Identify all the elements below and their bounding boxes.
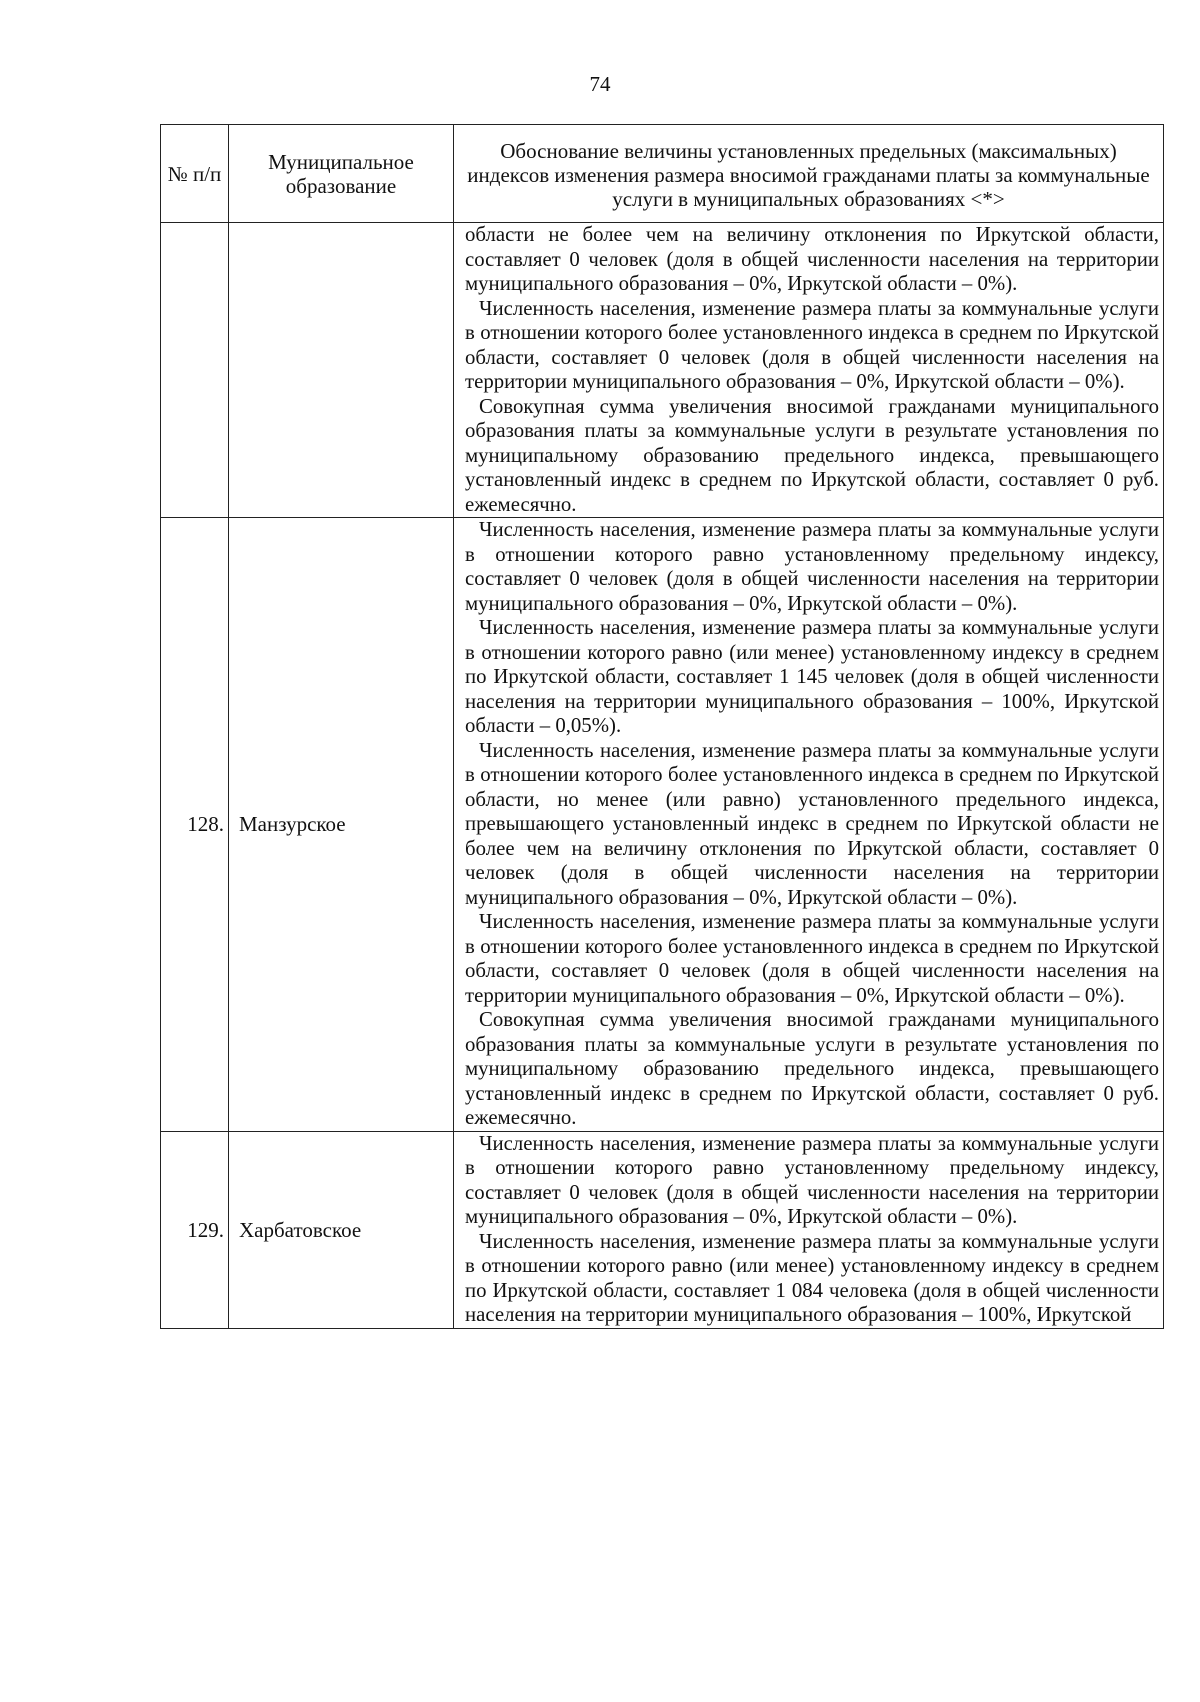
paragraph: Численность населения, изменение размера платы за коммунальные услуги в отношении которого равно (или менее) установленному индексу в среднем по Иркутской области, составляет 1 084 человека (доля в общей численности населения на территории муниципального образования – 100%, Иркутской bbox=[465, 1229, 1159, 1326]
justification-cell bbox=[454, 518, 1164, 1132]
paragraph: Численность населения, изменение размера платы за коммунальные услуги в отношении которого более установленного индекса в среднем по Иркутской области, составляет 0 человек (доля в общей численности населения на территории муниципального образования – 0%, Иркутской области – 0%). bbox=[465, 910, 1159, 1007]
header-justification: Обоснование величины установленных предельных (максимальных) индексов изменения размера вносимой гражданами платы за коммунальные услуги в муниципальных образованиях <*> bbox=[454, 125, 1164, 223]
row-number: 128. bbox=[161, 518, 229, 1132]
paragraph: Совокупная сумма увеличения вносимой гражданами муниципального образования платы за коммунальные услуги в результате установления по муниципальному образованию предельного индекса, превышающего установленный индекс в среднем по Иркутской области, составляет 0 руб. ежемесячно. bbox=[465, 1008, 1159, 1129]
justification-table bbox=[160, 124, 1164, 1329]
paragraph: области не более чем на величину отклонения по Иркутской области, составляет 0 человек (доля в общей численности населения на территории муниципального образования – 0%, Иркутской области – 0%). bbox=[465, 223, 1159, 295]
paragraph: Численность населения, изменение размера платы за коммунальные услуги в отношении которого более установленного индекса в среднем по Иркутской области, составляет 0 человек (доля в общей численности населения на территории муниципального образования – 0%, Иркутской области – 0%). bbox=[465, 296, 1159, 393]
table-row bbox=[161, 223, 1164, 518]
justification-cell bbox=[454, 223, 1164, 518]
municipality-name: Харбатовское bbox=[229, 1131, 454, 1328]
row-number: 129. bbox=[161, 1131, 229, 1328]
paragraph: Совокупная сумма увеличения вносимой гражданами муниципального образования платы за коммунальные услуги в результате установления по муниципальному образованию предельного индекса, превышающего установленный индекс в среднем по Иркутской области, составляет 0 руб. ежемесячно. bbox=[465, 394, 1159, 516]
table-row bbox=[161, 518, 1164, 1132]
row-number bbox=[161, 223, 229, 518]
page-number: 74 bbox=[589, 72, 611, 96]
paragraph: Численность населения, изменение размера платы за коммунальные услуги в отношении которого более установленного индекса в среднем по Иркутской области, но менее (или равно) установленного предельного индекса, превышающего установленный индекс в среднем по Иркутской области не более чем на величину отклонения по Иркутской области, составляет 0 человек (доля в общей численности населения на территории муниципального образования – 0%, Иркутской области – 0%). bbox=[465, 738, 1159, 909]
municipality-name: Манзурское bbox=[229, 518, 454, 1132]
municipality-name bbox=[229, 223, 454, 518]
table-row bbox=[161, 1131, 1164, 1328]
paragraph: Численность населения, изменение размера платы за коммунальные услуги в отношении которого равно установленному предельному индексу, составляет 0 человек (доля в общей численности населения на территории муниципального образования – 0%, Иркутской области – 0%). bbox=[465, 1131, 1159, 1228]
table-header-row bbox=[161, 125, 1164, 223]
justification-cell bbox=[454, 1131, 1164, 1328]
header-municipality: Муниципальное образование bbox=[229, 125, 454, 223]
header-num: № п/п bbox=[161, 125, 229, 223]
paragraph: Численность населения, изменение размера платы за коммунальные услуги в отношении которого равно (или менее) установленному индексу в среднем по Иркутской области, составляет 1 145 человек (доля в общей численности населения на территории муниципального образования – 100%, Иркутской области – 0,05%). bbox=[465, 616, 1159, 737]
paragraph: Численность населения, изменение размера платы за коммунальные услуги в отношении которого равно установленному предельному индексу, составляет 0 человек (доля в общей численности населения на территории муниципального образования – 0%, Иркутской области – 0%). bbox=[465, 518, 1159, 615]
